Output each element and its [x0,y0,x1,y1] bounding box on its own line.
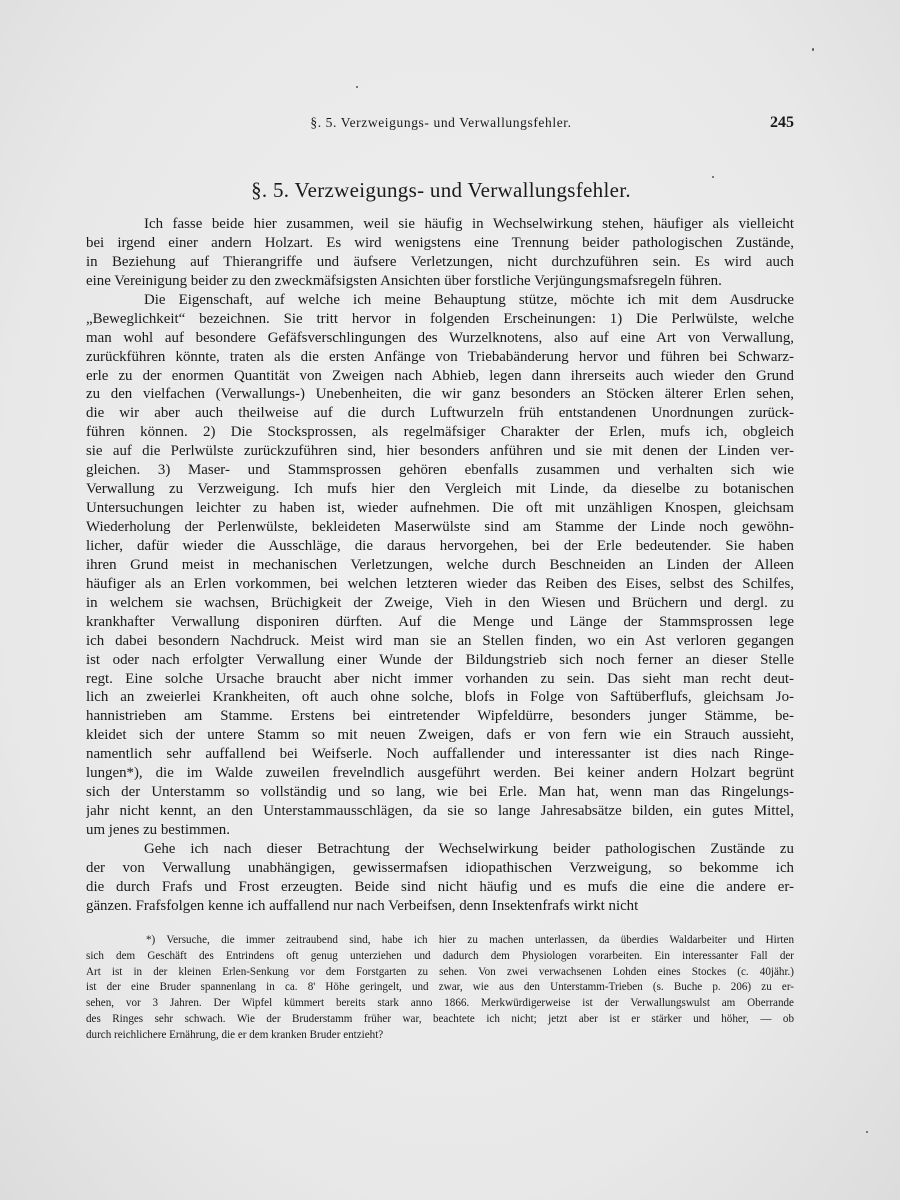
body-line: gänzen. Frafsfolgen kenne ich auffallend nur nach Verbeifsen, denn Insektenfrafs wirkt nicht [86,897,639,914]
body-line: die durch Frafs und Frost erzeugten. Beide sind nicht häufig und es mufs die eine die andere er- [86,878,794,895]
body-line: ist oder nach erfolgter Verwallung einer Wunde der Bildungstrieb sich noch ferner an dieser Stelle [86,651,794,668]
body-line: führen können. 2) Die Stocksprossen, als regelmäfsiger Charakter der Erlen, mufs ich, obgleich [86,424,794,441]
body-line: zurückführen könnte, traten als die ersten Anfänge von Triebabänderung hervor und führen bei Schwarz- [86,348,794,365]
body-line: Wiederholung der Perlenwülste, bekleideten Maserwülste sind am Stamme der Linde noch gewöhn- [86,519,794,535]
footnote-line: sehen, vor 3 Jahren. Der Wipfel kümmert bereits stark anno 1866. Merkwürdigerweise ist der Verwallungswulst am Oberrande [86,997,794,1010]
body-line: sie auf die Perlwülste zurückzuführen sind, hier besonders anführen und sie mit denen der Linden ver- [86,443,794,460]
scan-speck [712,176,714,178]
body-line: Verwallung zu Verzweigung. Ich mufs hier den Vergleich mit Linde, da dieselbe zu botanischen [86,481,794,498]
scan-speck [812,48,814,51]
body-line: zu den vielfachen (Verwallungs-) Unebenheiten, die wir ganz besonders an Stöcken älterer Erlen sehen, [86,386,794,403]
body-line: erle zu der enormen Quantität von Zweigen nach Abhieb, legen dann ihrerseits auch wieder den Grund [86,367,794,384]
body-text [86,215,794,916]
body-line: namentlich sehr auffallend bei Weifserle. Noch auffallender und interessanter ist dies nach Ringe- [86,746,794,763]
footnote-line: des Ringes sehr schwach. Wie der Bruderstamm früher war, beachtete ich nicht; jetzt aber ist er stärker und höher, — ob [86,1012,794,1025]
body-line: in Beziehung auf Thierangriffe und äufsere Verletzungen, nicht durchzuführen sein. Es wird auch [86,253,794,270]
body-line: in welchem sie wachsen, Brüchigkeit der Zweige, Vieh in den Wiesen und Brüchern und dergl. zu [86,594,794,611]
body-line: um jenes zu bestimmen. [86,822,230,838]
footnote-line: sich dem Geschäft des Entrindens oft genug unterziehen und dadurch dem Physiologen vorarbeiten. Ein interessanter Fall der [86,949,794,962]
body-line: krankhafter Verwallung disponiren dürften. Auf die Menge und Länge der Stammsprossen lege [86,613,794,630]
body-line: bei irgend einer andern Holzart. Es wird wenigstens eine Trennung beider pathologischen Zustände, [86,234,794,251]
body-line: Ich fasse beide hier zusammen, weil sie häufig in Wechselwirkung stehen, häufiger als vielleicht [144,216,794,232]
body-line: sich der Unterstamm so vollständig und so lang, wie bei Erle. Man hat, wenn man das Ringelungs- [86,784,794,801]
body-line: ihren Grund meist in mechanischen Verletzungen, welche durch Beschneiden an Linden der Alleen [86,556,794,573]
scan-speck [866,1131,868,1133]
footnote-line: ist der eine Bruder spannenlang in ca. 8' Höhe geringelt, und zwar, wie aus den Unterstamm-Trieben (s. Buche p. 206) zu er- [86,981,794,994]
footnote-line: *) Versuche, die immer zeitraubend sind, habe ich hier zu machen unterlassen, da überdies Waldarbeiter und Hirten [146,934,794,946]
page-number: 245 [770,114,794,131]
body-line: gleichen. 3) Maser- und Stammsprossen gehören ebenfalls zusammen und verhalten sich wie [86,462,794,479]
body-line: hannistrieben am Stamme. Erstens bei eintretender Wipfeldürre, besonders junger Stämme, be- [86,708,794,725]
body-line: lich an zweierlei Krankheiten, oft auch ohne solche, blofs in Folge von Saftüberflufs, gleichsam Jo- [86,689,794,706]
body-line: der von Verwallung unabhängigen, gewissermafsen idiopathischen Verzweigung, so bekomme ich [86,859,794,876]
running-head-title: §. 5. Verzweigungs- und Verwallungsfehler. [310,115,572,130]
footnotes [86,933,794,1044]
body-line: lungen*), die im Walde zuweilen frevelndlich ausgeführt werden. Bei keiner andern Holzart begrünt [86,765,794,782]
body-line: Gehe ich nach dieser Betrachtung der Wechselwirkung beider pathologischen Zustände zu [144,840,794,857]
body-line: ich dabei besondern Nachdruck. Meist wird man sie an Stellen finden, wo ein Ast verloren gegangen [86,632,794,649]
running-head [88,115,794,137]
body-line: eine Vereinigung beider zu den zweckmäfsigsten Ansichten über forstliche Verjüngungsmafsregeln führen. [86,272,722,289]
body-line: häufiger als an Erlen vorkommen, bei welchen letzteren wieder das Reiben des Eises, selbst des Schilfes, [86,575,794,592]
body-line: Die Eigenschaft, auf welche ich meine Behauptung stütze, möchte ich mit dem Ausdrucke [144,291,794,308]
body-line: kleidet sich der untere Stamm so mit neuen Zweigen, dafs er von fern wie ein Strauch aussieht, [86,727,794,744]
body-line: „Beweglichkeit“ bezeichnen. Sie tritt hervor in folgenden Erscheinungen: 1) Die Perlwülste, welche [86,310,794,327]
body-line: jahr nicht kennt, an den Unterstammausschlägen, da sie so lange Jahresabsätze bilden, ein gutes Mittel, [86,803,794,820]
scan-speck [356,86,358,88]
body-line: die wir aber auch theilweise auf die durch Luftwurzeln früh entstandenen Unordnungen zurück- [86,405,794,422]
body-line: Untersuchungen leichter zu haben ist, wieder aufnehmen. Die oft mit unzähligen Knospen, gleichsam [86,500,794,517]
footnote-line: durch reichlichere Ernährung, die er dem kranken Bruder entzieht? [86,1028,384,1041]
body-line: licher, dafür wieder die Ausschläge, die daraus hervorgehen, bei der Erle bedeutender. Sie haben [86,537,794,554]
body-line: regt. Eine solche Ursache braucht aber nicht immer vorhanden zu sein. Das sieht man recht deut- [86,670,794,687]
footnote-line: Art ist in der kleinen Erlen-Senkung vor dem Forstgarten zu sehen. Von zwei verwachsenen Lohden eines Stockes (c. 40jähr.) [86,965,794,978]
section-title: §. 5. Verzweigungs- und Verwallungsfehler. [251,178,631,202]
body-line: man wohl auf besondere Gefäfsverschlingungen des Wurzelknotens, also auf eine Art von Verwallung, [86,329,794,346]
